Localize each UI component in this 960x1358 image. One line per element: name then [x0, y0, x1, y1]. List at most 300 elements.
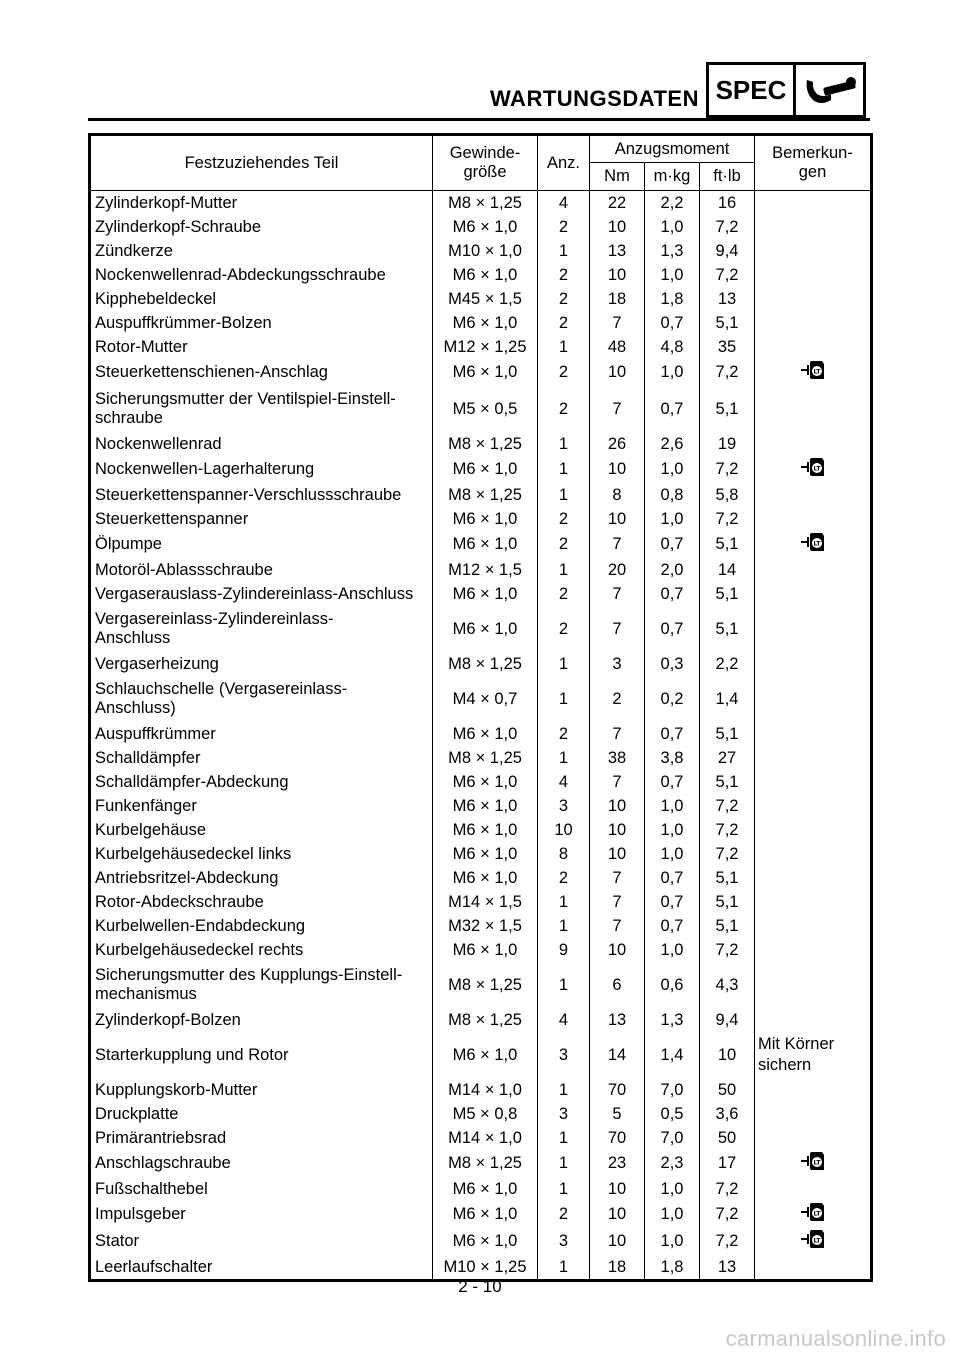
part-cell: Rotor-Abdeckschraube — [90, 890, 433, 914]
nm-cell: 2 — [590, 676, 645, 722]
qty-cell: 2 — [538, 263, 590, 287]
mkg-cell: 1,0 — [645, 938, 700, 962]
table-row — [90, 676, 872, 722]
table-row — [90, 359, 872, 386]
nm-cell: 8 — [590, 483, 645, 507]
ftlb-cell: 5,1 — [700, 914, 755, 938]
remark-cell — [755, 483, 872, 507]
thread-cell: M6 × 1,0 — [433, 456, 538, 483]
mkg-cell: 0,7 — [645, 311, 700, 335]
table-row — [90, 558, 872, 582]
thread-cell: M8 × 1,25 — [433, 652, 538, 676]
remark-cell — [755, 770, 872, 794]
part-cell: Vergasereinlass-Zylindereinlass- Anschluss — [90, 606, 433, 652]
ftlb-cell: 3,6 — [700, 1102, 755, 1126]
mkg-cell: 1,8 — [645, 1255, 700, 1281]
part-cell: Auspuffkrümmer — [90, 722, 433, 746]
mkg-cell: 1,0 — [645, 263, 700, 287]
remark-cell — [755, 890, 872, 914]
qty-cell: 3 — [538, 1228, 590, 1255]
table-row — [90, 311, 872, 335]
thread-cell: M6 × 1,0 — [433, 1032, 538, 1078]
thread-cell: M14 × 1,5 — [433, 890, 538, 914]
thread-cell: M8 × 1,25 — [433, 191, 538, 216]
ftlb-cell: 27 — [700, 746, 755, 770]
mkg-cell: 2,2 — [645, 191, 700, 216]
mkg-cell: 0,7 — [645, 722, 700, 746]
nm-cell: 7 — [590, 582, 645, 606]
part-cell: Schalldämpfer-Abdeckung — [90, 770, 433, 794]
mkg-cell: 0,6 — [645, 962, 700, 1008]
mkg-cell: 1,3 — [645, 1008, 700, 1032]
table-row — [90, 263, 872, 287]
ftlb-cell: 7,2 — [700, 359, 755, 386]
part-cell: Nockenwellen-Lagerhalterung — [90, 456, 433, 483]
qty-cell: 2 — [538, 582, 590, 606]
qty-cell: 8 — [538, 842, 590, 866]
mkg-cell: 1,0 — [645, 818, 700, 842]
nm-cell: 10 — [590, 1201, 645, 1228]
nm-cell: 70 — [590, 1126, 645, 1150]
thread-cell: M10 × 1,0 — [433, 239, 538, 263]
remark-cell — [755, 456, 872, 483]
header-ftlb: ft·lb — [700, 163, 755, 191]
ftlb-cell: 5,1 — [700, 606, 755, 652]
part-cell: Motoröl-Ablassschraube — [90, 558, 433, 582]
ftlb-cell: 7,2 — [700, 818, 755, 842]
table-row — [90, 483, 872, 507]
qty-cell: 2 — [538, 359, 590, 386]
part-cell: Rotor-Mutter — [90, 335, 433, 359]
qty-cell: 4 — [538, 191, 590, 216]
remark-cell — [755, 507, 872, 531]
thread-cell: M6 × 1,0 — [433, 866, 538, 890]
remark-cell — [755, 1177, 872, 1201]
table-row — [90, 938, 872, 962]
ftlb-cell: 7,2 — [700, 1201, 755, 1228]
svg-text:LT: LT — [813, 1159, 820, 1167]
table-row — [90, 962, 872, 1008]
qty-cell: 1 — [538, 558, 590, 582]
table-row — [90, 746, 872, 770]
table-row — [90, 1126, 872, 1150]
ftlb-cell: 1,4 — [700, 676, 755, 722]
thread-cell: M6 × 1,0 — [433, 818, 538, 842]
svg-text:LT: LT — [813, 368, 820, 376]
thread-cell: M6 × 1,0 — [433, 606, 538, 652]
part-cell: Sicherungsmutter des Kupplungs-Einstell- mechanismus — [90, 962, 433, 1008]
qty-cell: 1 — [538, 676, 590, 722]
ftlb-cell: 7,2 — [700, 1177, 755, 1201]
thread-cell: M8 × 1,25 — [433, 962, 538, 1008]
mkg-cell: 1,0 — [645, 215, 700, 239]
watermark: carmanualsonline.info — [725, 1326, 946, 1351]
table-row — [90, 215, 872, 239]
remark-cell — [755, 1008, 872, 1032]
remark-cell — [755, 962, 872, 1008]
ftlb-cell: 5,1 — [700, 386, 755, 432]
svg-text:LT: LT — [813, 1237, 820, 1245]
mkg-cell: 1,0 — [645, 359, 700, 386]
remark-cell — [755, 335, 872, 359]
nm-cell: 7 — [590, 914, 645, 938]
header-mkg: m·kg — [645, 163, 700, 191]
mkg-cell: 0,7 — [645, 582, 700, 606]
nm-cell: 10 — [590, 1177, 645, 1201]
part-cell: Anschlagschraube — [90, 1150, 433, 1177]
locktite-icon — [800, 456, 826, 483]
mkg-cell: 1,0 — [645, 507, 700, 531]
remark-cell — [755, 1078, 872, 1102]
qty-cell: 1 — [538, 746, 590, 770]
table-row — [90, 531, 872, 558]
nm-cell: 10 — [590, 359, 645, 386]
remark-cell — [755, 1032, 872, 1078]
table-row — [90, 239, 872, 263]
ftlb-cell: 5,1 — [700, 770, 755, 794]
qty-cell: 1 — [538, 1150, 590, 1177]
mkg-cell: 2,0 — [645, 558, 700, 582]
mkg-cell: 1,0 — [645, 1228, 700, 1255]
table-row — [90, 794, 872, 818]
table-row — [90, 1102, 872, 1126]
remark-cell — [755, 722, 872, 746]
thread-cell: M6 × 1,0 — [433, 311, 538, 335]
part-cell: Vergaserheizung — [90, 652, 433, 676]
nm-cell: 10 — [590, 507, 645, 531]
remark-cell — [755, 582, 872, 606]
remark-cell — [755, 287, 872, 311]
mkg-cell: 1,0 — [645, 842, 700, 866]
ftlb-cell: 13 — [700, 287, 755, 311]
ftlb-cell: 7,2 — [700, 215, 755, 239]
svg-text:LT: LT — [813, 465, 820, 473]
spec-label: SPEC — [709, 65, 796, 115]
remark-cell — [755, 1201, 872, 1228]
nm-cell: 7 — [590, 606, 645, 652]
ftlb-cell: 9,4 — [700, 1008, 755, 1032]
remark-cell — [755, 794, 872, 818]
part-cell: Kurbelwellen-Endabdeckung — [90, 914, 433, 938]
mkg-cell: 1,3 — [645, 239, 700, 263]
mkg-cell: 2,3 — [645, 1150, 700, 1177]
nm-cell: 7 — [590, 311, 645, 335]
part-cell: Steuerkettenspanner-Verschlussschraube — [90, 483, 433, 507]
mkg-cell: 1,0 — [645, 456, 700, 483]
part-cell: Kurbelgehäusedeckel rechts — [90, 938, 433, 962]
ftlb-cell: 17 — [700, 1150, 755, 1177]
mkg-cell: 0,7 — [645, 890, 700, 914]
ftlb-cell: 10 — [700, 1032, 755, 1078]
table-row — [90, 1078, 872, 1102]
remark-cell — [755, 938, 872, 962]
table-row — [90, 866, 872, 890]
part-cell: Druckplatte — [90, 1102, 433, 1126]
locktite-icon — [800, 531, 826, 558]
ftlb-cell: 7,2 — [700, 263, 755, 287]
nm-cell: 22 — [590, 191, 645, 216]
mkg-cell: 0,7 — [645, 606, 700, 652]
thread-cell: M6 × 1,0 — [433, 722, 538, 746]
qty-cell: 2 — [538, 287, 590, 311]
nm-cell: 10 — [590, 263, 645, 287]
thread-cell: M5 × 0,8 — [433, 1102, 538, 1126]
thread-cell: M8 × 1,25 — [433, 432, 538, 456]
part-cell: Antriebsritzel-Abdeckung — [90, 866, 433, 890]
thread-cell: M4 × 0,7 — [433, 676, 538, 722]
thread-cell: M10 × 1,25 — [433, 1255, 538, 1281]
locktite-icon — [800, 1228, 826, 1255]
remark-cell — [755, 386, 872, 432]
part-cell: Zylinderkopf-Schraube — [90, 215, 433, 239]
nm-cell: 26 — [590, 432, 645, 456]
mkg-cell: 7,0 — [645, 1078, 700, 1102]
remark-cell — [755, 1150, 872, 1177]
header-remarks: Bemerkun- gen — [755, 135, 872, 191]
qty-cell: 2 — [538, 722, 590, 746]
qty-cell: 3 — [538, 1032, 590, 1078]
part-cell: Kupplungskorb-Mutter — [90, 1078, 433, 1102]
ftlb-cell: 7,2 — [700, 842, 755, 866]
part-cell: Funkenfänger — [90, 794, 433, 818]
ftlb-cell: 7,2 — [700, 456, 755, 483]
ftlb-cell: 4,3 — [700, 962, 755, 1008]
part-cell: Fußschalthebel — [90, 1177, 433, 1201]
header-rule — [88, 118, 870, 121]
mkg-cell: 7,0 — [645, 1126, 700, 1150]
nm-cell: 10 — [590, 456, 645, 483]
remark-text: Mit Körner sichern — [758, 1035, 835, 1074]
part-cell: Zylinderkopf-Bolzen — [90, 1008, 433, 1032]
part-cell: Nockenwellenrad-Abdeckungsschraube — [90, 263, 433, 287]
header-part: Festzuziehendes Teil — [90, 135, 433, 191]
part-cell: Stator — [90, 1228, 433, 1255]
qty-cell: 2 — [538, 386, 590, 432]
table-row — [90, 770, 872, 794]
table-body — [90, 191, 872, 1281]
part-cell: Steuerkettenspanner — [90, 507, 433, 531]
remark-cell — [755, 1126, 872, 1150]
nm-cell: 7 — [590, 386, 645, 432]
part-cell: Nockenwellenrad — [90, 432, 433, 456]
mkg-cell: 0,7 — [645, 386, 700, 432]
remark-cell — [755, 914, 872, 938]
thread-cell: M32 × 1,5 — [433, 914, 538, 938]
ftlb-cell: 14 — [700, 558, 755, 582]
ftlb-cell: 9,4 — [700, 239, 755, 263]
thread-cell: M6 × 1,0 — [433, 1177, 538, 1201]
qty-cell: 10 — [538, 818, 590, 842]
thread-cell: M8 × 1,25 — [433, 746, 538, 770]
remark-cell — [755, 652, 872, 676]
ftlb-cell: 5,8 — [700, 483, 755, 507]
header-thread: Gewinde- größe — [433, 135, 538, 191]
part-cell: Ölpumpe — [90, 531, 433, 558]
qty-cell: 1 — [538, 1177, 590, 1201]
thread-cell: M6 × 1,0 — [433, 263, 538, 287]
qty-cell: 1 — [538, 1255, 590, 1281]
table-row — [90, 1177, 872, 1201]
mkg-cell: 1,0 — [645, 1201, 700, 1228]
part-cell: Kipphebeldeckel — [90, 287, 433, 311]
qty-cell: 1 — [538, 890, 590, 914]
table-row — [90, 842, 872, 866]
table-row — [90, 507, 872, 531]
header-nm: Nm — [590, 163, 645, 191]
part-cell: Auspuffkrümmer-Bolzen — [90, 311, 433, 335]
ftlb-cell: 5,1 — [700, 866, 755, 890]
remark-cell — [755, 676, 872, 722]
header-qty: Anz. — [538, 135, 590, 191]
table-row — [90, 386, 872, 432]
remark-cell — [755, 311, 872, 335]
table-row — [90, 1201, 872, 1228]
nm-cell: 18 — [590, 287, 645, 311]
table-row — [90, 818, 872, 842]
thread-cell: M6 × 1,0 — [433, 507, 538, 531]
nm-cell: 7 — [590, 531, 645, 558]
thread-cell: M6 × 1,0 — [433, 531, 538, 558]
ftlb-cell: 7,2 — [700, 794, 755, 818]
nm-cell: 7 — [590, 722, 645, 746]
locktite-icon — [800, 359, 826, 386]
thread-cell: M5 × 0,5 — [433, 386, 538, 432]
part-cell: Zylinderkopf-Mutter — [90, 191, 433, 216]
part-cell: Vergaserauslass-Zylindereinlass-Anschluss — [90, 582, 433, 606]
thread-cell: M6 × 1,0 — [433, 1228, 538, 1255]
table-row — [90, 914, 872, 938]
ftlb-cell: 5,1 — [700, 890, 755, 914]
spec-badge — [706, 62, 866, 118]
mkg-cell: 2,6 — [645, 432, 700, 456]
nm-cell: 3 — [590, 652, 645, 676]
part-cell: Sicherungsmutter der Ventilspiel-Einstell- schraube — [90, 386, 433, 432]
table-row — [90, 1008, 872, 1032]
nm-cell: 23 — [590, 1150, 645, 1177]
nm-cell: 5 — [590, 1102, 645, 1126]
ftlb-cell: 16 — [700, 191, 755, 216]
ftlb-cell: 5,1 — [700, 311, 755, 335]
mkg-cell: 0,7 — [645, 770, 700, 794]
qty-cell: 1 — [538, 335, 590, 359]
qty-cell: 2 — [538, 311, 590, 335]
part-cell: Impulsgeber — [90, 1201, 433, 1228]
mkg-cell: 1,4 — [645, 1032, 700, 1078]
table-row — [90, 287, 872, 311]
nm-cell: 10 — [590, 818, 645, 842]
table-row — [90, 432, 872, 456]
remark-cell — [755, 1228, 872, 1255]
nm-cell: 20 — [590, 558, 645, 582]
remark-cell — [755, 866, 872, 890]
remark-cell — [755, 531, 872, 558]
header-torque: Anzugsmoment — [590, 135, 755, 163]
mkg-cell: 0,7 — [645, 914, 700, 938]
thread-cell: M14 × 1,0 — [433, 1078, 538, 1102]
nm-cell: 7 — [590, 866, 645, 890]
ftlb-cell: 19 — [700, 432, 755, 456]
table-row — [90, 606, 872, 652]
table-row — [90, 722, 872, 746]
mkg-cell: 0,5 — [645, 1102, 700, 1126]
remark-cell — [755, 239, 872, 263]
thread-cell: M14 × 1,0 — [433, 1126, 538, 1150]
locktite-icon — [800, 1150, 826, 1177]
ftlb-cell: 50 — [700, 1126, 755, 1150]
qty-cell: 1 — [538, 652, 590, 676]
ftlb-cell: 35 — [700, 335, 755, 359]
thread-cell: M6 × 1,0 — [433, 794, 538, 818]
mkg-cell: 0,7 — [645, 531, 700, 558]
nm-cell: 10 — [590, 1228, 645, 1255]
thread-cell: M45 × 1,5 — [433, 287, 538, 311]
remark-cell — [755, 558, 872, 582]
qty-cell: 4 — [538, 1008, 590, 1032]
mkg-cell: 3,8 — [645, 746, 700, 770]
part-cell: Primärantriebsrad — [90, 1126, 433, 1150]
nm-cell: 18 — [590, 1255, 645, 1281]
qty-cell: 2 — [538, 531, 590, 558]
qty-cell: 2 — [538, 606, 590, 652]
table-row — [90, 1228, 872, 1255]
qty-cell: 3 — [538, 794, 590, 818]
page-title: WARTUNGSDATEN — [490, 86, 699, 111]
nm-cell: 10 — [590, 938, 645, 962]
mkg-cell: 1,8 — [645, 287, 700, 311]
qty-cell: 9 — [538, 938, 590, 962]
thread-cell: M6 × 1,0 — [433, 582, 538, 606]
table-row — [90, 335, 872, 359]
table-row — [90, 890, 872, 914]
remark-cell — [755, 818, 872, 842]
table-row — [90, 1032, 872, 1078]
table-row — [90, 652, 872, 676]
part-cell: Steuerkettenschienen-Anschlag — [90, 359, 433, 386]
table-row — [90, 456, 872, 483]
part-cell: Leerlaufschalter — [90, 1255, 433, 1281]
remark-cell — [755, 263, 872, 287]
ftlb-cell: 7,2 — [700, 938, 755, 962]
qty-cell: 1 — [538, 239, 590, 263]
nm-cell: 70 — [590, 1078, 645, 1102]
nm-cell: 38 — [590, 746, 645, 770]
qty-cell: 1 — [538, 456, 590, 483]
qty-cell: 1 — [538, 1078, 590, 1102]
nm-cell: 10 — [590, 842, 645, 866]
thread-cell: M12 × 1,25 — [433, 335, 538, 359]
remark-cell — [755, 1102, 872, 1126]
thread-cell: M6 × 1,0 — [433, 770, 538, 794]
qty-cell: 1 — [538, 483, 590, 507]
mkg-cell: 0,8 — [645, 483, 700, 507]
ftlb-cell: 5,1 — [700, 582, 755, 606]
ftlb-cell: 7,2 — [700, 1228, 755, 1255]
remark-cell — [755, 432, 872, 456]
thread-cell: M8 × 1,25 — [433, 483, 538, 507]
qty-cell: 1 — [538, 432, 590, 456]
qty-cell: 4 — [538, 770, 590, 794]
qty-cell: 2 — [538, 866, 590, 890]
remark-cell — [755, 746, 872, 770]
qty-cell: 3 — [538, 1102, 590, 1126]
mkg-cell: 4,8 — [645, 335, 700, 359]
nm-cell: 7 — [590, 770, 645, 794]
nm-cell: 6 — [590, 962, 645, 1008]
ftlb-cell: 5,1 — [700, 531, 755, 558]
qty-cell: 1 — [538, 914, 590, 938]
wrench-icon — [796, 65, 863, 115]
mkg-cell: 0,7 — [645, 866, 700, 890]
